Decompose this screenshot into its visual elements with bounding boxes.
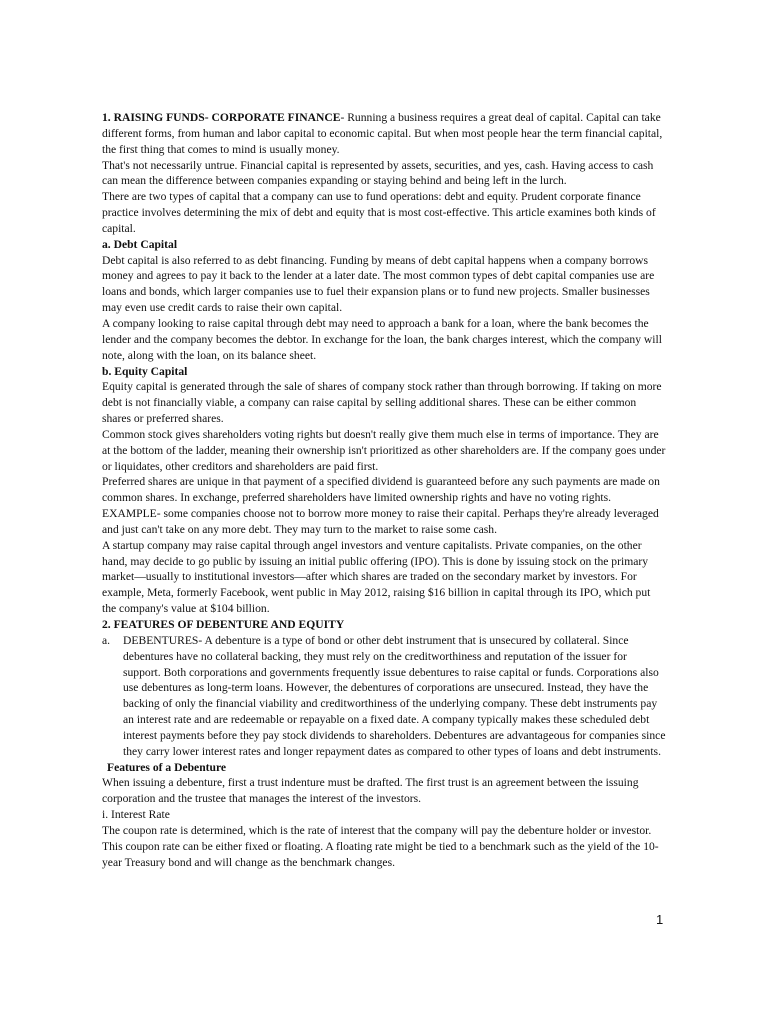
- page-number: 1: [656, 912, 664, 927]
- section-2-heading: 2. FEATURES OF DEBENTURE AND EQUITY: [102, 618, 345, 631]
- paragraph-trust-indenture: When issuing a debenture, first a trust indenture must be drafted. The first trust is an agreement between the issuing corporation and the trustee that manages the interest of the investors.: [102, 776, 639, 806]
- list-item-text: DEBENTURES- A debenture is a type of bond or other debt instrument that is unsecured by collateral. Since debentures have no collateral backing, they must rely on the creditworthiness and reputation of the issuer for support. Both corporations and governments frequently issue debentures to raise capital or funds. Corporations also use debentures as long-term loans. However, the debentures of corporations are unsecured. Instead, they have the backing of only the financial viability and creditworthiness of the underlying company. These debt instruments pay an interest rate and are redeemable or repayable on a fixed date. A company typically makes these scheduled debt interest payments before they pay stock dividends to shareholders. Debentures are advantageous for companies since they carry lower interest rates and longer repayment dates as compared to other types of loans and debt instruments.: [123, 633, 666, 758]
- subheading-interest-rate: i. Interest Rate: [102, 808, 170, 822]
- paragraph-financial-capital: That's not necessarily untrue. Financial capital is represented by assets, securities, and yes, cash. Having access to cash can mean the difference between companies expanding or staying behind and being left in the lurch.: [102, 158, 654, 188]
- paragraph-equity-capital-1: Equity capital is generated through the sale of shares of company stock rather than through borrowing. If taking on more debt is not financially viable, a company can raise capital by selling additional shares. These can be either common shares or preferred shares.: [102, 380, 662, 426]
- list-item-debentures: [102, 633, 666, 760]
- heading-features-of-debenture: Features of a Debenture: [107, 760, 227, 774]
- document-body: [102, 110, 666, 871]
- paragraph-debt-capital-1: Debt capital is also referred to as debt financing. Funding by means of debt capital happens when a company borrows money and agrees to pay it back to the lender at a later date. The most common types of debt capital companies use are loans and bonds, which larger companies use to fuel their expansion plans or to fund new projects. Smaller businesses may even use credit cards to raise their own capital.: [102, 253, 655, 315]
- heading-equity-capital: b. Equity Capital: [102, 364, 188, 378]
- paragraph-types-of-capital: There are two types of capital that a company can use to fund operations: debt and equity. Prudent corporate finance practice involves determining the mix of debt and equity that is most cost-effective. This article examines both kinds of capital.: [102, 190, 656, 235]
- section-1-paragraph: [102, 110, 666, 158]
- paragraph-debt-capital-2: A company looking to raise capital through debt may need to approach a bank for a loan, where the bank becomes the lender and the company becomes the debtor. In exchange for the loan, the bank charges interest, which the company will note, along with the loan, on its balance sheet.: [102, 316, 662, 362]
- list-marker: a.: [102, 633, 111, 647]
- heading-debt-capital: a. Debt Capital: [102, 237, 178, 251]
- paragraph-equity-capital-3: Preferred shares are unique in that payment of a specified dividend is guaranteed before any such payments are made on common shares. In exchange, preferred shareholders have limited ownership rights and have no voting rights. EXAMPLE- some companies choose not to borrow more money to raise their capital. Perhaps they're already leveraged and just can't take on any more debt. They may turn to the market to raise some cash.: [102, 475, 660, 536]
- section-1-intro-text: - Running a business requires a great deal of capital. Capital can take different forms, from human and labor capital to economic capital. But when most people hear the term financial capital, the first thing that comes to mind is usually money.: [102, 111, 663, 156]
- section-1-heading: 1. RAISING FUNDS- CORPORATE FINANCE: [102, 111, 341, 124]
- paragraph-equity-capital-2: Common stock gives shareholders voting rights but doesn't really give them much else in terms of importance. They are at the bottom of the ladder, meaning their ownership isn't prioritized as other shareholders are. If the company goes under or liquidates, other creditors and shareholders are paid first.: [102, 427, 666, 473]
- paragraph-interest-rate: The coupon rate is determined, which is the rate of interest that the company will pay the debenture holder or investor. This coupon rate can be either fixed or floating. A floating rate might be tied to a benchmark such as the yield of the 10-year Treasury bond and will change as the benchmark changes.: [102, 823, 659, 869]
- paragraph-equity-capital-4: A startup company may raise capital through angel investors and venture capitalists. Private companies, on the other hand, may decide to go public by issuing an initial public offering (IPO). This is done by issuing stock on the primary market—usually to institutional investors—after which shares are traded on the secondary market by investors. For example, Meta, formerly Facebook, went public in May 2012, raising $16 billion in capital through its IPO, which put the company's value at $104 billion.: [102, 538, 651, 616]
